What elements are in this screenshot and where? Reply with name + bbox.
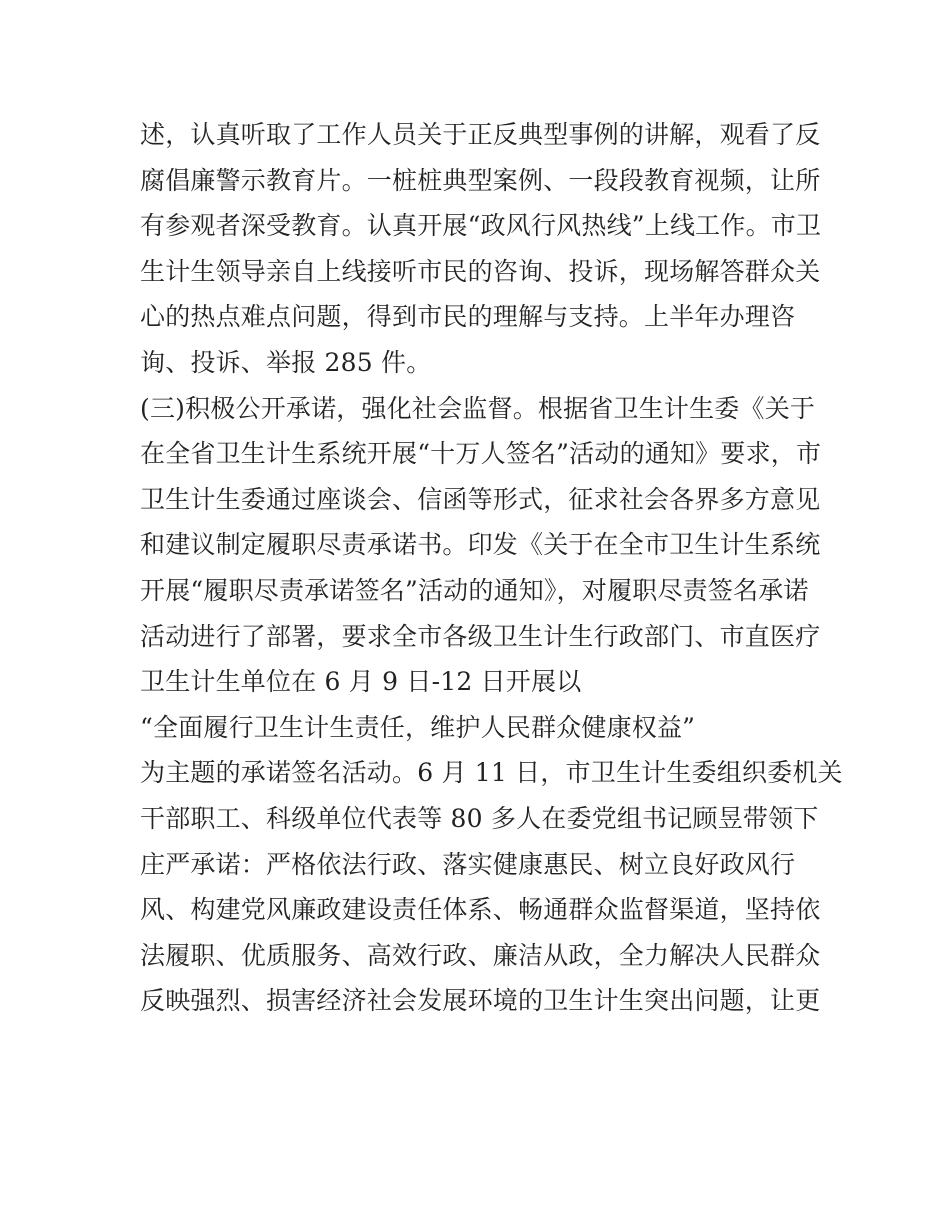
text-line: 法履职、优质服务、高效行政、廉洁从政，全力解决人民群众: [140, 940, 821, 970]
text-line: 活动进行了部署，要求全市各级卫生计生行政部门、市直医疗: [140, 621, 821, 651]
text-line: 反映强烈、损害经济社会发展环境的卫生计生突出问题，让更: [140, 986, 821, 1016]
text-line: 卫生计生委通过座谈会、信函等形式，征求社会各界多方意见: [140, 484, 821, 514]
text-line: 卫生计生单位在 6 月 9 日-12 日开展以: [140, 667, 582, 697]
text-line: 有参观者深受教育。认真开展“政风行风热线”上线工作。市卫: [140, 211, 822, 241]
text-line: 询、投诉、举报 285 件。: [140, 347, 432, 377]
text-line: 生计生领导亲自上线接听市民的咨询、投诉，现场解答群众关: [140, 256, 821, 286]
text-line: 开展“履职尽责承诺签名”活动的通知》，对履职尽责签名承诺: [140, 575, 809, 605]
section-heading-line: (三)积极公开承诺，强化社会监督。根据省卫生计生委《关于: [140, 393, 816, 423]
body-text: [140, 112, 843, 1024]
text-line: 在全省卫生计生系统开展“十万人签名”活动的通知》要求，市: [140, 439, 822, 469]
text-line: 干部职工、科级单位代表等 80 多人在委党组书记顾昱带领下: [140, 803, 819, 833]
text-line: 心的热点难点问题，得到市民的理解与支持。上半年办理咨: [140, 302, 796, 332]
text-line: 为主题的承诺签名活动。6 月 11 日，市卫生计生委组织委机关: [140, 758, 843, 788]
text-line: 腐倡廉警示教育片。一桩桩典型案例、一段段教育视频，让所: [140, 165, 821, 195]
text-line: 庄严承诺：严格依法行政、落实健康惠民、树立良好政风行: [140, 849, 796, 879]
text-line: 风、构建党风廉政建设责任体系、畅通群众监督渠道，坚持依: [140, 895, 821, 925]
text-line: 述，认真听取了工作人员关于正反典型事例的讲解，观看了反: [140, 120, 821, 149]
quoted-theme-line: “全面履行卫生计生责任，维护人民群众健康权益”: [140, 712, 696, 742]
text-line: 和建议制定履职尽责承诺书。印发《关于在全市卫生计生系统: [140, 530, 821, 560]
